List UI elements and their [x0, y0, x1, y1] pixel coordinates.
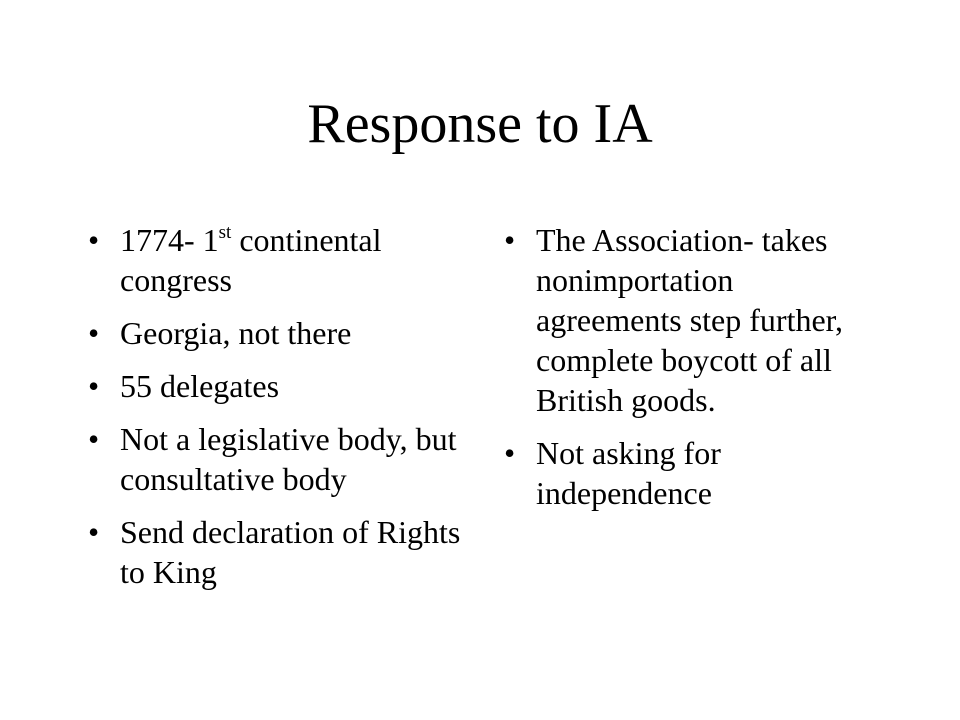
bullet-icon: • [504, 435, 516, 471]
bullet-item [504, 433, 884, 513]
bullet-icon: • [88, 222, 100, 258]
bullet-icon: • [88, 514, 100, 550]
slide-title: Response to IA [307, 93, 653, 155]
left-bullet-list [88, 220, 468, 605]
bullet-item [88, 366, 468, 406]
bullet-item [504, 220, 884, 420]
ordinal-superscript: st [218, 222, 232, 243]
bullet-text-suffix: continental congress [120, 222, 382, 298]
bullet-text-prefix: 1774- 1 [120, 222, 219, 258]
bullet-item [88, 220, 468, 300]
bullet-icon: • [88, 315, 100, 351]
right-bullet-list [504, 220, 884, 526]
bullet-item [88, 419, 468, 499]
bullet-text: The Association- takes nonimportation agreements step further, complete boycott of all British goods. [536, 222, 844, 418]
bullet-item [88, 313, 468, 353]
bullet-icon: • [88, 368, 100, 404]
bullet-text: Not a legislative body, but consultative body [120, 421, 457, 497]
bullet-text: Georgia, not there [120, 315, 352, 351]
bullet-icon: • [88, 421, 100, 457]
bullet-item [88, 512, 468, 592]
bullet-icon: • [504, 222, 516, 258]
bullet-text: 55 delegates [120, 368, 280, 404]
bullet-text: Send declaration of Rights to King [120, 514, 461, 590]
bullet-text: Not asking for independence [536, 435, 721, 511]
